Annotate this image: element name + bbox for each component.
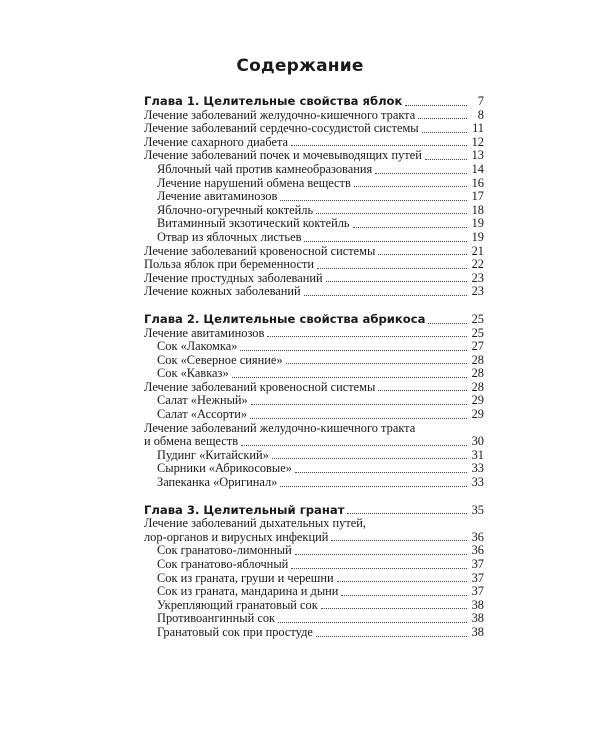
page-number: 38 bbox=[471, 597, 484, 612]
dot-leader bbox=[272, 458, 467, 459]
entry-title: Сок из граната, мандарина и дыни bbox=[157, 584, 339, 599]
toc-entry[interactable] bbox=[144, 531, 484, 545]
page-number: 19 bbox=[471, 229, 484, 244]
toc-entry[interactable] bbox=[144, 149, 484, 163]
page-number: 38 bbox=[471, 624, 484, 639]
toc-entry[interactable] bbox=[144, 109, 484, 123]
dot-leader bbox=[321, 608, 467, 609]
entry-title: Лечение заболеваний почек и мочевыводящих путей bbox=[144, 148, 422, 163]
page-number: 25 bbox=[471, 325, 484, 340]
chapter-title: Глава 1. Целительные свойства яблок bbox=[144, 94, 403, 108]
toc-section bbox=[144, 313, 484, 490]
dot-leader bbox=[251, 404, 467, 405]
entry-title: лор-органов и вирусных инфекций bbox=[144, 529, 329, 544]
toc-section bbox=[144, 504, 484, 640]
dot-leader bbox=[304, 295, 467, 296]
toc-entry[interactable] bbox=[144, 327, 484, 341]
entry-title: Укрепляющий гранатовый сок bbox=[157, 597, 318, 612]
entry-title: Сок «Кавказ» bbox=[157, 366, 229, 381]
toc-entry[interactable] bbox=[144, 435, 484, 449]
toc-subentry[interactable] bbox=[144, 585, 484, 599]
dot-leader bbox=[280, 486, 467, 487]
dot-leader bbox=[241, 445, 467, 446]
toc-entry[interactable] bbox=[144, 381, 484, 395]
page-number: 27 bbox=[471, 339, 484, 354]
entry-title: Лечение авитаминозов bbox=[157, 189, 278, 204]
entry-title: Яблочно-огуречный коктейль bbox=[157, 202, 314, 217]
dot-leader bbox=[316, 213, 467, 214]
entry-title: Лечение заболеваний кровеносной системы bbox=[144, 379, 376, 394]
toc-subentry[interactable] bbox=[144, 354, 484, 368]
entry-title: и обмена веществ bbox=[144, 434, 239, 449]
toc-subentry[interactable] bbox=[144, 626, 484, 640]
dot-leader bbox=[286, 363, 467, 364]
dot-leader bbox=[331, 540, 467, 541]
entry-title: Лечение заболеваний желудочно-кишечного тракта bbox=[144, 107, 416, 122]
dot-leader bbox=[240, 350, 467, 351]
page-number: 25 bbox=[471, 311, 484, 326]
entry-title: Сок гранатово-лимонный bbox=[157, 543, 292, 558]
toc-subentry[interactable] bbox=[144, 367, 484, 381]
dot-leader bbox=[291, 568, 467, 569]
dot-leader bbox=[422, 132, 467, 133]
dot-leader bbox=[378, 390, 467, 391]
toc-subentry[interactable] bbox=[144, 231, 484, 245]
entry-title: Сок «Лакомка» bbox=[157, 339, 238, 354]
toc-entry-first-line: Лечение заболеваний желудочно-кишечного тракта bbox=[144, 420, 416, 435]
entry-title: Польза яблок при беременности bbox=[144, 257, 315, 272]
toc-entry[interactable] bbox=[144, 272, 484, 286]
toc-entry[interactable] bbox=[144, 245, 484, 259]
chapter-title: Глава 3. Целительный гранат bbox=[144, 502, 345, 517]
entry-title: Лечение авитаминозов bbox=[144, 325, 265, 340]
entry-title: Лечение сахарного диабета bbox=[144, 134, 289, 149]
page-number: 36 bbox=[471, 543, 484, 558]
toc-subentry[interactable] bbox=[144, 558, 484, 572]
chapter-title: Глава 2. Целительные свойства абрикоса bbox=[144, 311, 426, 326]
page-number: 37 bbox=[471, 557, 484, 571]
entry-title: Лечение заболеваний сердечно-сосудистой системы bbox=[144, 121, 419, 136]
entry-title: Противоангинный сок bbox=[157, 611, 276, 626]
page-number: 23 bbox=[471, 284, 484, 299]
entry-title: Салат «Ассорти» bbox=[157, 407, 248, 422]
dot-leader bbox=[280, 200, 467, 201]
toc-subentry[interactable] bbox=[144, 612, 484, 626]
page-number: 37 bbox=[471, 584, 484, 599]
dot-leader bbox=[337, 581, 467, 582]
page-number: 23 bbox=[471, 270, 484, 285]
dot-leader bbox=[347, 513, 467, 514]
table-of-contents bbox=[144, 95, 484, 640]
page-number: 8 bbox=[477, 107, 484, 122]
entry-title: Витаминный экзотический коктейль bbox=[157, 216, 350, 231]
dot-leader bbox=[316, 636, 467, 637]
dot-leader bbox=[425, 159, 467, 160]
entry-title: Сок гранатово-яблочный bbox=[157, 557, 289, 571]
toc-chapter-heading[interactable] bbox=[144, 313, 484, 327]
entry-title: Лечение нарушений обмена веществ bbox=[157, 175, 351, 190]
page-number: 21 bbox=[471, 243, 484, 258]
entry-title: Лечение кожных заболеваний bbox=[144, 284, 301, 299]
entry-title: Лечение заболеваний кровеносной системы bbox=[144, 243, 376, 258]
entry-title: Пудинг «Китайский» bbox=[157, 447, 269, 462]
toc-entry[interactable] bbox=[144, 122, 484, 136]
page-number: 22 bbox=[471, 257, 484, 272]
page-number: 37 bbox=[471, 570, 484, 585]
page-number: 38 bbox=[471, 611, 484, 626]
dot-leader bbox=[232, 377, 467, 378]
page-number: 13 bbox=[471, 148, 484, 163]
page-title: Содержание bbox=[236, 56, 364, 76]
page-number: 30 bbox=[471, 434, 484, 449]
entry-title: Гранатовый сок при простуде bbox=[157, 624, 313, 639]
entry-title: Сырники «Абрикосовые» bbox=[157, 461, 292, 476]
entry-title: Салат «Нежный» bbox=[157, 393, 248, 408]
toc-subentry[interactable] bbox=[144, 217, 484, 231]
toc-entry-first-line: Лечение заболеваний дыхательных путей, bbox=[144, 516, 366, 531]
toc-subentry[interactable] bbox=[144, 177, 484, 191]
page-number: 16 bbox=[471, 175, 484, 190]
page-number: 11 bbox=[472, 121, 484, 136]
dot-leader bbox=[304, 241, 467, 242]
toc-subentry[interactable] bbox=[144, 163, 484, 177]
toc-subentry[interactable] bbox=[144, 462, 484, 476]
page-number: 18 bbox=[471, 202, 484, 217]
page-number: 35 bbox=[471, 502, 484, 517]
dot-leader bbox=[250, 418, 467, 419]
toc-section bbox=[144, 95, 484, 299]
dot-leader bbox=[317, 268, 467, 269]
dot-leader bbox=[353, 227, 467, 228]
toc-subentry[interactable] bbox=[144, 394, 484, 408]
page-number: 28 bbox=[471, 379, 484, 394]
page-number: 12 bbox=[471, 134, 484, 149]
toc-entry[interactable] bbox=[144, 258, 484, 272]
toc-subentry[interactable] bbox=[144, 476, 484, 490]
dot-leader bbox=[375, 173, 467, 174]
dot-leader bbox=[341, 595, 467, 596]
page-number: 14 bbox=[471, 161, 484, 176]
page-number: 19 bbox=[471, 216, 484, 231]
toc-chapter-heading[interactable] bbox=[144, 95, 484, 109]
toc-subentry[interactable] bbox=[144, 204, 484, 218]
dot-leader bbox=[295, 472, 467, 473]
dot-leader bbox=[278, 622, 467, 623]
entry-title: Яблочный чай против камнеобразования bbox=[157, 161, 373, 176]
entry-title: Отвар из яблочных листьев bbox=[157, 229, 302, 244]
page-number: 28 bbox=[471, 366, 484, 381]
page-number: 33 bbox=[471, 475, 484, 490]
page-number: 7 bbox=[477, 94, 484, 108]
toc-entry[interactable] bbox=[144, 136, 484, 150]
page-number: 31 bbox=[471, 447, 484, 462]
page-number: 29 bbox=[471, 393, 484, 408]
entry-title: Лечение простудных заболеваний bbox=[144, 270, 323, 285]
toc-chapter-heading[interactable] bbox=[144, 504, 484, 518]
entry-title: Сок из граната, груши и черешни bbox=[157, 570, 334, 585]
toc-subentry[interactable] bbox=[144, 408, 484, 422]
dot-leader bbox=[418, 118, 467, 119]
dot-leader bbox=[295, 554, 467, 555]
dot-leader bbox=[291, 145, 467, 146]
toc-subentry[interactable] bbox=[144, 190, 484, 204]
dot-leader bbox=[326, 281, 467, 282]
dot-leader bbox=[354, 186, 467, 187]
dot-leader bbox=[378, 254, 467, 255]
toc-subentry[interactable] bbox=[144, 572, 484, 586]
dot-leader bbox=[428, 323, 467, 324]
entry-title: Сок «Северное сияние» bbox=[157, 352, 283, 367]
page-number: 17 bbox=[471, 189, 484, 204]
page-number: 28 bbox=[471, 352, 484, 367]
dot-leader bbox=[405, 105, 467, 106]
dot-leader bbox=[267, 336, 467, 337]
toc-subentry[interactable] bbox=[144, 599, 484, 613]
toc-subentry[interactable] bbox=[144, 340, 484, 354]
page-number: 29 bbox=[471, 407, 484, 422]
toc-subentry[interactable] bbox=[144, 449, 484, 463]
toc-entry[interactable] bbox=[144, 285, 484, 299]
entry-title: Запеканка «Оригинал» bbox=[157, 475, 278, 490]
page-number: 33 bbox=[471, 461, 484, 476]
page-number: 36 bbox=[471, 529, 484, 544]
toc-subentry[interactable] bbox=[144, 544, 484, 558]
